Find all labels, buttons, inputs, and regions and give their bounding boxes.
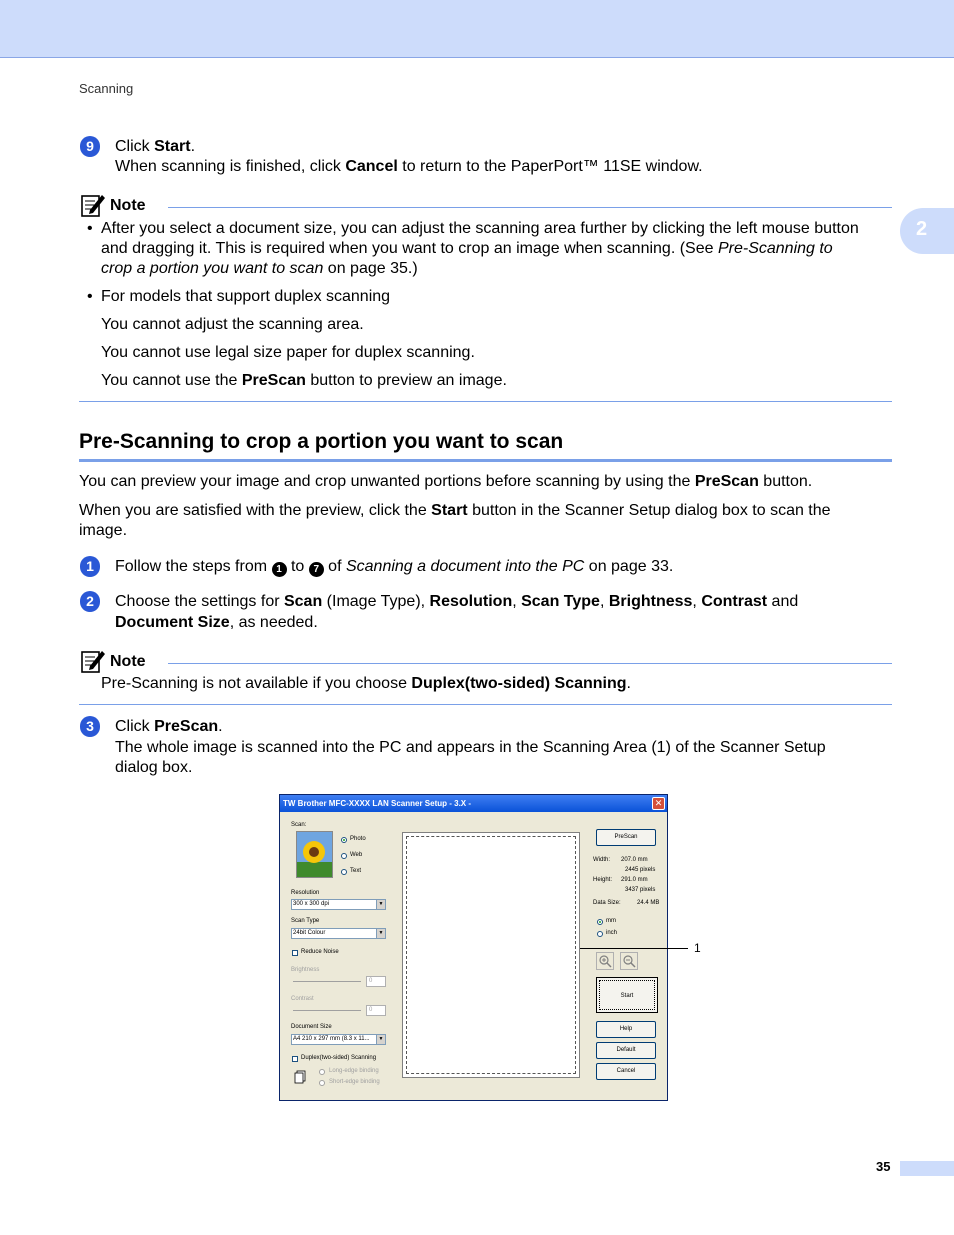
step-9-line-2: When scanning is finished, click Cancel to return to the PaperPort™ 11SE window. — [115, 158, 703, 175]
callout-line — [580, 948, 688, 949]
scan-type-select[interactable]: 24bit Colour ▼ — [291, 928, 386, 939]
width-pixels: 2445 pixels — [625, 867, 656, 873]
step-2-line-1: Choose the settings for Scan (Image Type), Resolution, Scan Type, Brightness, Contrast and — [115, 593, 799, 610]
note-1-bullet-1-line-2: and dragging it. This is required when you want to crop an image when scanning. (See Pre-Scanning to — [101, 240, 833, 257]
step-9-line-1: Click Start. — [115, 138, 196, 155]
zoom-out-button[interactable] — [620, 952, 638, 970]
zoom-in-button[interactable] — [596, 952, 614, 970]
reduce-noise-label: Reduce Noise — [301, 949, 339, 955]
duplex-pages-icon — [294, 1070, 306, 1084]
scan-type-label: Scan Type — [291, 918, 320, 924]
document-size-label: Document Size — [291, 1024, 332, 1030]
zoom-in-icon — [597, 953, 613, 969]
reduce-noise-checkbox[interactable] — [292, 950, 298, 956]
note-1-sub-2: You cannot use legal size paper for duplex scanning. — [101, 344, 475, 361]
note-1-bullet-1-line-3: crop a portion you want to scan on page 35.) — [101, 260, 418, 277]
step-2-badge: 2 — [80, 591, 100, 612]
brightness-label: Brightness — [291, 967, 320, 973]
contrast-slider[interactable] — [293, 1010, 361, 1011]
chapter-number: 2 — [916, 218, 928, 240]
width-label: Width: — [593, 857, 611, 863]
long-edge-label: Long-edge binding — [329, 1068, 379, 1074]
dropdown-arrow-icon: ▼ — [376, 929, 385, 938]
top-banner — [0, 0, 954, 58]
radio-web-label: Web — [350, 852, 363, 858]
sunflower-icon — [297, 832, 332, 877]
height-label: Height: — [593, 877, 613, 883]
note-1-header — [80, 192, 892, 218]
page-number: 35 — [876, 1159, 891, 1174]
step-3-line-1: Click PreScan. — [115, 718, 223, 735]
note-1-bullet-1-mark: • — [87, 220, 93, 237]
start-button-label: Start — [599, 980, 655, 1010]
note-1-sub-3: You cannot use the PreScan button to preview an image. — [101, 372, 507, 389]
help-button[interactable]: Help — [596, 1021, 656, 1038]
step-9-badge: 9 — [80, 136, 100, 157]
height-value: 291.0 mm — [621, 877, 648, 883]
dialog-close-icon[interactable]: ✕ — [652, 797, 665, 810]
duplex-checkbox[interactable] — [292, 1056, 298, 1062]
note-pencil-icon — [80, 192, 106, 218]
note-2-end-rule — [79, 704, 892, 705]
step-ref-circle-1: 1 — [272, 562, 287, 577]
zoom-out-icon — [621, 953, 637, 969]
data-size-value: 24.4 MB — [637, 900, 660, 906]
radio-photo[interactable] — [341, 837, 347, 843]
prescan-button[interactable]: PreScan — [596, 829, 656, 846]
brightness-slider[interactable] — [293, 981, 361, 982]
step-1-badge: 1 — [80, 556, 100, 577]
height-pixels: 3437 pixels — [625, 887, 656, 893]
resolution-label: Resolution — [291, 890, 320, 896]
note-1-title: Note — [110, 197, 146, 214]
step-3-line-2: The whole image is scanned into the PC and appears in the Scanning Area (1) of the Scanner Setup — [115, 739, 826, 756]
radio-short-edge[interactable] — [319, 1080, 325, 1086]
width-value: 207.0 mm — [621, 857, 648, 863]
short-edge-label: Short-edge binding — [329, 1079, 380, 1085]
callout-number: 1 — [694, 941, 701, 955]
scan-label: Scan: — [291, 822, 307, 828]
photo-thumbnail — [296, 831, 333, 878]
radio-web[interactable] — [341, 853, 347, 859]
note-pencil-icon — [80, 648, 106, 674]
note-1-bullet-2-mark: • — [87, 288, 93, 305]
dropdown-arrow-icon: ▼ — [376, 1035, 385, 1044]
step-1-text: Follow the steps from 1 to 7 of Scanning a document into the PC on page 33. — [115, 558, 674, 575]
note-1-rule — [168, 207, 892, 208]
brightness-value[interactable]: 0 — [366, 976, 386, 987]
note-2-rule — [168, 663, 892, 664]
step-ref-circle-7: 7 — [309, 562, 324, 577]
scan-area-frame — [406, 836, 576, 1074]
chapter-tab — [900, 208, 954, 254]
section-heading: Pre-Scanning to crop a portion you want to scan — [79, 430, 564, 453]
radio-text-label: Text — [350, 868, 362, 874]
unit-mm-label: mm — [606, 918, 616, 924]
resolution-select[interactable]: 300 x 300 dpi ▼ — [291, 899, 386, 910]
data-size-label: Data Size: — [593, 900, 621, 906]
section-paragraph-2-line-2: image. — [79, 522, 128, 539]
radio-photo-label: Photo — [350, 836, 366, 842]
note-2-header — [80, 648, 892, 674]
default-button[interactable]: Default — [596, 1042, 656, 1059]
document-size-select[interactable]: A4 210 x 297 mm (8.3 x 11... ▼ — [291, 1034, 386, 1045]
contrast-value[interactable]: 0 — [366, 1005, 386, 1016]
dropdown-arrow-icon: ▼ — [376, 900, 385, 909]
footer-bar — [900, 1161, 954, 1176]
radio-mm[interactable] — [597, 919, 603, 925]
section-paragraph-1: You can preview your image and crop unwanted portions before scanning by using the PreScan button. — [79, 473, 813, 490]
note-2-title: Note — [110, 653, 146, 670]
duplex-label: Duplex(two-sided) Scanning — [301, 1055, 377, 1061]
note-1-end-rule — [79, 401, 892, 402]
radio-long-edge[interactable] — [319, 1069, 325, 1075]
dialog-title-bar: TW Brother MFC-XXXX LAN Scanner Setup - 3.X - — [280, 795, 667, 812]
note-2-text: Pre-Scanning is not available if you choose Duplex(two-sided) Scanning. — [101, 675, 631, 692]
start-button[interactable] — [596, 977, 658, 1013]
heading-underline — [79, 459, 892, 462]
note-1-bullet-2: For models that support duplex scanning — [101, 288, 391, 305]
step-3-line-3: dialog box. — [115, 759, 193, 776]
radio-inch[interactable] — [597, 931, 603, 937]
section-paragraph-2-line-1: When you are satisfied with the preview, click the Start button in the Scanner Setup dialog box to scan the — [79, 502, 831, 519]
unit-inch-label: inch — [606, 930, 618, 936]
note-1-sub-1: You cannot adjust the scanning area. — [101, 316, 364, 333]
scanning-area[interactable] — [402, 832, 580, 1078]
contrast-label: Contrast — [291, 996, 314, 1002]
note-1-bullet-1-line-1: After you select a document size, you can adjust the scanning area further by clicking the left mouse button — [101, 220, 859, 237]
section-label: Scanning — [79, 81, 134, 96]
step-2-line-2: Document Size, as needed. — [115, 614, 318, 631]
step-3-badge: 3 — [80, 716, 100, 737]
cancel-button[interactable]: Cancel — [596, 1063, 656, 1080]
radio-text[interactable] — [341, 869, 347, 875]
